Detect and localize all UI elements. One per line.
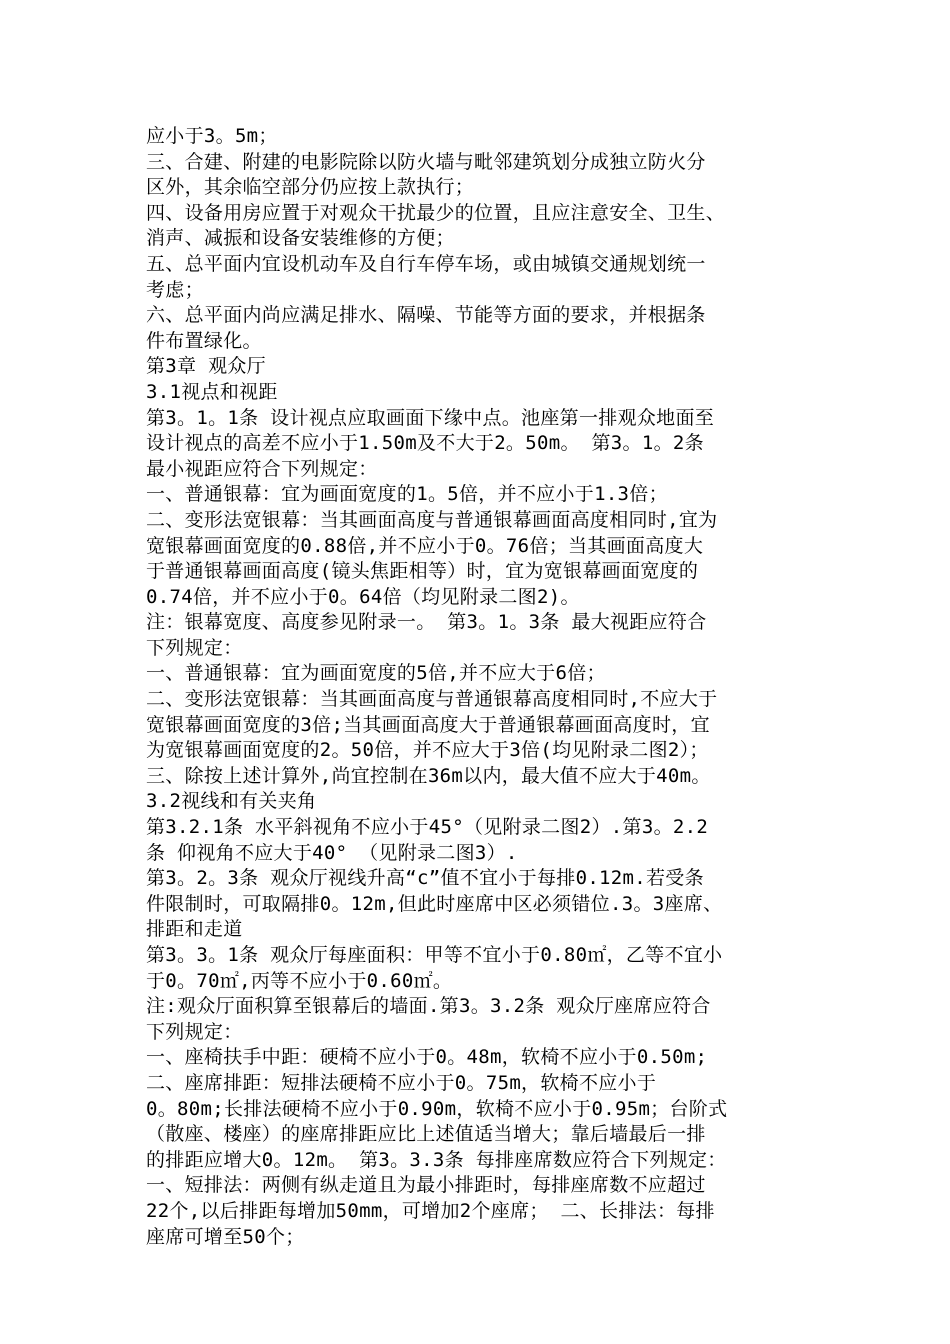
text-line: 3.2视线和有关夹角: [146, 790, 317, 813]
text-line: 一、普通银幕：宜为画面宽度的1。5倍，并不应小于1.3倍；: [146, 483, 668, 506]
text-line: 下列规定：: [146, 1020, 243, 1043]
text-line: 一、普通银幕：宜为画面宽度的5倍,并不应大于6倍；: [146, 662, 606, 685]
text-line: 区外，其余临空部分仍应按上款执行；: [146, 176, 475, 199]
text-line: 座席可增至50个；: [146, 1225, 305, 1248]
text-line: 三、除按上述计算外,尚宜控制在36m以内，最大值不应大于40m。: [146, 764, 711, 787]
text-line: 四、设备用房应置于对观众干扰最少的位置，且应注意安全、卫生、: [146, 201, 726, 224]
text-line: 二、变形法宽银幕：当其画面高度与普通银幕画面高度相同时,宜为: [146, 508, 718, 531]
text-line: 三、合建、附建的电影院除以防火墙与毗邻建筑划分成独立防火分: [146, 150, 706, 173]
text-line: 3.1视点和视距: [146, 380, 278, 403]
text-line: 一、座椅扶手中距：硬椅不应小于0。48m，软椅不应小于0.50m;: [146, 1046, 708, 1069]
text-line: 二、座席排距：短排法硬椅不应小于0。75m，软椅不应小于: [146, 1071, 657, 1094]
text-line: 0。80m;长排法硬椅不应小于0.90m，软椅不应小于0.95m；台阶式: [146, 1097, 728, 1120]
text-line: 为宽银幕画面宽度的2。50倍，并不应大于3倍(均见附录二图2）；: [146, 739, 709, 762]
text-line: 件布置绿化。: [146, 329, 262, 352]
text-line: 最小视距应符合下列规定：: [146, 457, 378, 480]
text-line: 条 仰视角不应大于40° （见附录二图3）.: [146, 841, 518, 864]
text-line: 第3章 观众厅: [146, 355, 266, 378]
document-body: [146, 124, 808, 1250]
text-line: 第3。3。1条 观众厅每座面积：甲等不宜小于0.80㎡，乙等不宜小: [146, 944, 723, 966]
text-line: 第3。2。3条 观众厅视线升高“c”值不宜小于每排0.12m.若受条: [146, 867, 704, 890]
text-line: （散座、楼座）的座席排距应比上述值适当增大；靠后墙最后一排: [146, 1123, 706, 1146]
text-line: 下列规定：: [146, 636, 243, 659]
text-line: 六、总平面内尚应满足排水、隔噪、节能等方面的要求，并根据条: [146, 304, 706, 327]
text-line: 二、变形法宽银幕：当其画面高度与普通银幕高度相同时,不应大于: [146, 688, 718, 711]
text-line: 注：银幕宽度、高度参见附录一。 第3。1。3条 最大视距应符合: [146, 611, 707, 634]
text-line: 注:观众厅面积算至银幕后的墙面.第3。3.2条 观众厅座席应符合: [146, 995, 711, 1018]
text-line: 第3.2.1条 水平斜视角不应小于45°（见附录二图2）.第3。2.2: [146, 816, 709, 839]
text-line: 五、总平面内宜设机动车及自行车停车场，或由城镇交通规划统一: [146, 252, 706, 275]
text-line: 于0。70㎡,丙等不应小于0.60㎡。: [146, 969, 453, 992]
text-line: 22个,以后排距每增加50mm，可增加2个座席； 二、长排法：每排: [146, 1199, 715, 1222]
text-line: 0.74倍，并不应小于0。64倍（均见附录二图2)。: [146, 585, 580, 608]
text-line: 一、短排法：两侧有纵走道且为最小排距时，每排座席数不应超过: [146, 1174, 706, 1197]
text-line: 于普通银幕画面高度(镜头焦距相等）时，宜为宽银幕画面宽度的: [146, 560, 699, 583]
text-line: 第3。1。1条 设计视点应取画面下缘中点。池座第一排观众地面至: [146, 406, 715, 429]
text-line: 设计视点的高差不应小于1.50m及不大于2。50m。 第3。1。2条: [146, 432, 704, 455]
text-line: 应小于3。5m；: [146, 125, 278, 147]
text-line: 的排距应增大0。12m。 第3。3.3条 每排座席数应符合下列规定：: [146, 1148, 727, 1171]
text-line: 宽银幕画面宽度的0.88倍,并不应小于0。76倍；当其画面高度大: [146, 534, 704, 557]
text-line: 件限制时，可取隔排0。12m,但此时座席中区必须错位.3。3座席、: [146, 892, 723, 915]
text-line: 消声、减振和设备安装维修的方便；: [146, 227, 455, 250]
text-line: 排距和走道: [146, 918, 243, 941]
text-line: 宽银幕画面宽度的3倍;当其画面高度大于普通银幕画面高度时，宜: [146, 713, 710, 736]
text-line: 考虑；: [146, 278, 204, 301]
